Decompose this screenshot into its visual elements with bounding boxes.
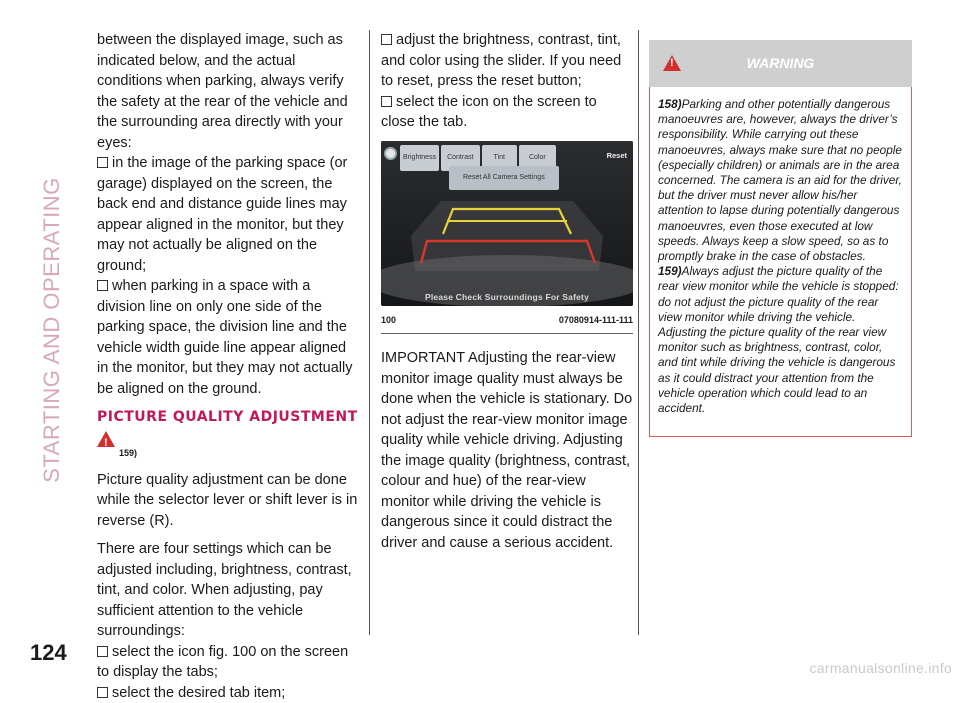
warning-ref-number: 159) <box>119 443 137 464</box>
checkbox-bullet-icon <box>381 96 392 107</box>
checkbox-bullet-icon <box>97 646 108 657</box>
column-divider <box>638 30 639 635</box>
important-paragraph: IMPORTANT Adjusting the rear-view monitor image quality must always be done when the vehicle is stationary. Do not adjust the rear-view monitor image quality while vehicle driving. Adjusting the image quality (brightness, contrast, colour and hue) of the rear-view monitor while driving the vehicle is dangerous since it could distract the driver and cause a serious accident. <box>381 348 633 553</box>
checkbox-bullet-icon <box>97 280 108 291</box>
column-2 <box>381 30 633 561</box>
checkbox-bullet-icon <box>97 687 108 698</box>
page-number: 124 <box>30 640 67 666</box>
warning-header <box>649 40 912 87</box>
step-item: select the icon on the screen to close the tab. <box>381 92 633 133</box>
figure-code: 07080914-111-111 <box>559 310 633 331</box>
bullet-item: when parking in a space with a division line on only one side of the parking space, the division line and the vehicle width guide line appear aligned in the monitor, but they may not actually be aligned on the ground. <box>97 276 359 399</box>
figure-number: 100 <box>381 310 396 331</box>
warning-body <box>649 87 912 437</box>
step-item: select the icon fig. 100 on the screen to display the tabs; <box>97 642 359 683</box>
bullet-item: in the image of the parking space (or garage) displayed on the screen, the back end and distance guide lines may appear aligned in the monitor, but they may not actually be aligned on the ground; <box>97 153 359 276</box>
warning-reference <box>97 431 359 464</box>
warning-item: 158)Parking and other potentially dangerous manoeuvres are, however, always the driver’s responsibility. While carrying out these manoeuvres, always make sure that no people (especially children) or animals are in the area concerned. The camera is an aid for the driver, but the driver must never allow his/her attention to lapse during potentially dangerous manoeuvres, even those executed at low speeds. Always keep a slow speed, so as to promptly brake in the case of obstacles. <box>658 97 903 264</box>
tab-contrast[interactable]: Contrast <box>441 145 479 172</box>
paragraph: There are four settings which can be adjusted including, brightness, contrast, tint, and color. When adjusting, pay sufficient attention to the vehicle surroundings: <box>97 539 359 642</box>
warning-triangle-icon <box>97 431 115 447</box>
tab-color[interactable]: Color <box>519 145 556 172</box>
checkbox-bullet-icon <box>97 157 108 168</box>
tab-tint[interactable]: Tint <box>482 145 517 172</box>
safety-notice: Please Check Surroundings For Safety <box>401 287 613 306</box>
reset-all-button[interactable]: Reset All Camera Settings <box>449 166 559 191</box>
reset-button[interactable]: Reset <box>607 146 627 167</box>
checkbox-bullet-icon <box>381 34 392 45</box>
rear-camera-screen-figure <box>381 141 633 306</box>
warning-title: WARNING <box>649 55 912 71</box>
step-item: adjust the brightness, contrast, tint, and color using the slider. If you need to reset, press the reset button; <box>381 30 633 92</box>
settings-gear-icon[interactable] <box>384 147 397 160</box>
watermark: carmanualsonline.info <box>810 660 953 676</box>
paragraph: Picture quality adjustment can be done while the selector lever or shift lever is in reverse (R). <box>97 470 359 532</box>
section-heading: PICTURE QUALITY ADJUSTMENT <box>97 409 359 425</box>
warning-item-number: 158) <box>658 97 682 111</box>
column-divider <box>369 30 370 635</box>
warning-item: 159)Always adjust the picture quality of the rear view monitor while the vehicle is stopped: do not adjust the picture quality of the rear view monitor while driving the vehicle. Adjusting the picture quality of the rear view monitor such as brightness, contrast, color, and tint while driving the vehicle is dangerous as it could distract your attention from the vehicle operation which could lead to an accident. <box>658 264 903 416</box>
warning-item-number: 159) <box>658 264 682 278</box>
warning-box <box>649 40 912 440</box>
tab-brightness[interactable]: Brightness <box>400 145 439 172</box>
intro-paragraph: between the displayed image, such as indicated below, and the actual conditions when parking, always verify the safety at the rear of the vehicle and the surrounding area directly with your eyes: <box>97 30 359 153</box>
section-side-title: STARTING AND OPERATING <box>39 177 65 483</box>
column-1 <box>97 30 359 703</box>
step-item: select the desired tab item; <box>97 683 359 703</box>
figure-caption <box>381 310 633 335</box>
